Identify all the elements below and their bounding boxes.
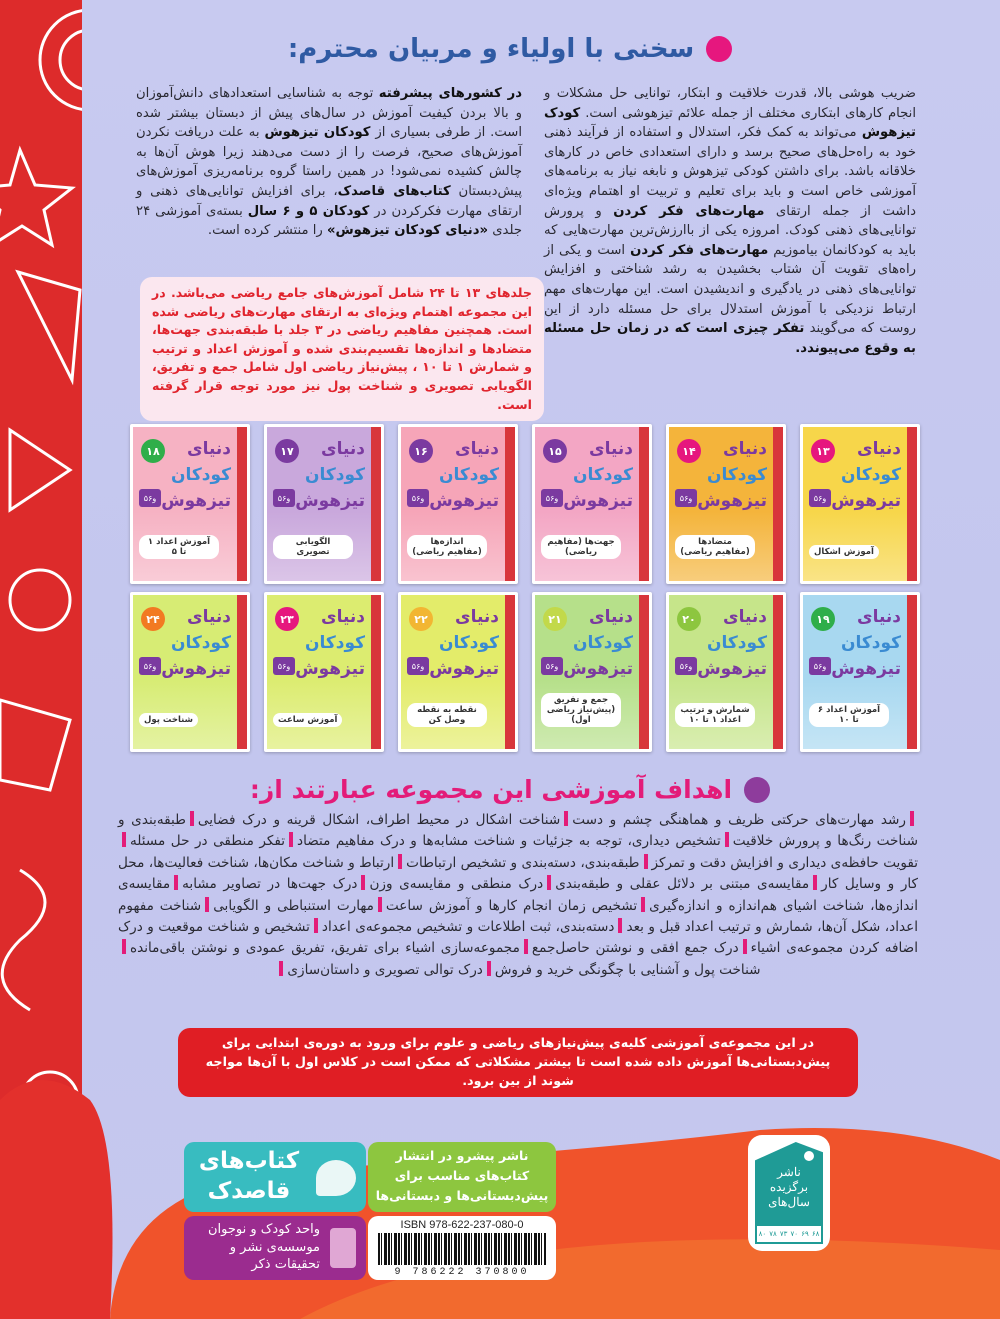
age-badge: ۵و۶ — [407, 657, 429, 675]
volume-number: ۱۴ — [677, 439, 701, 463]
cover-title-2: کودکان — [706, 465, 767, 485]
separator-bar-icon — [547, 875, 551, 890]
book-cover-4 — [264, 424, 384, 584]
volume-number: ۱۵ — [543, 439, 567, 463]
ghasedak-logo-text: کتاب‌های قاصدک — [198, 1148, 300, 1204]
cover-title-3: تیزهوش — [429, 491, 499, 511]
slogan-line: پیش‌دبستانی‌ها و دبستانی‌ها — [375, 1188, 549, 1203]
badge-hole-icon — [804, 1151, 814, 1161]
cover-subtitle: آموزش ساعت — [273, 713, 342, 727]
book-cover-10 — [264, 592, 384, 752]
badge-year: ۶۸ — [811, 1230, 820, 1238]
paragraph-text: به علت دریافت نکردن آموزش‌های صحیح، فرصت را از دست می‌دهند زیرا هوش آن‌ها به چالش کشیده نمی‌شود! در همین راستا گروه برنامه‌ریزی آموزش‌های پیش‌دبستان — [136, 125, 523, 199]
cover-title-3: تیزهوش — [831, 491, 901, 511]
cover-subtitle: جهت‌ها (مفاهیم ریاضی) — [541, 535, 621, 559]
goal-item: تقویت حافظه‌ی دیداری و افزایش دقت و تمرکز — [651, 854, 919, 871]
cover-title-2: کودکان — [170, 633, 231, 653]
book-cover-1 — [666, 424, 786, 584]
bullet-dot-icon — [706, 36, 732, 62]
badge-year: ۷۰ — [790, 1230, 799, 1238]
cover-subtitle: آموزش اشکال — [809, 545, 879, 559]
separator-bar-icon — [398, 854, 402, 869]
cover-title-2: کودکان — [438, 465, 499, 485]
goal-item: تشخیص دیداری، توجه به جزئیات و شناخت مشابه‌ها و درک مفاهیم متضاد — [297, 833, 721, 850]
separator-bar-icon — [813, 875, 817, 890]
separator-bar-icon — [279, 961, 283, 976]
volume-number: ۱۳ — [811, 439, 835, 463]
cover-title-1: دنیای — [588, 607, 633, 627]
book-cover-7 — [666, 592, 786, 752]
goal-item: مقایسه‌ی اندازه‌ها، شناخت اشیای هم‌اندازه و اندازه‌گیری — [118, 876, 918, 914]
cover-band — [505, 595, 515, 749]
goal-item: شناخت پول و آشنایی با چگونگی خرید و فروش — [494, 961, 761, 978]
publisher-slogan — [368, 1142, 556, 1212]
paragraph-text: و پرورش توانایی‌های ذهنی کودک. امروزه یکی از باارزش‌ترین مهارت‌هایی که باید به کودکانمان بیاموزیم — [544, 203, 917, 258]
volume-number: ۱۷ — [275, 439, 299, 463]
separator-bar-icon — [289, 832, 293, 847]
separator-bar-icon — [378, 897, 382, 912]
badge-year: ۷۳ — [779, 1230, 788, 1238]
cover-title-1: دنیای — [320, 607, 365, 627]
volume-number: ۲۲ — [409, 607, 433, 631]
publisher-line: موسسه‌ی نشر و — [229, 1239, 320, 1255]
cover-title-1: دنیای — [186, 607, 231, 627]
separator-bar-icon — [361, 875, 365, 890]
cover-subtitle: اندازه‌ها (مفاهیم ریاضی) — [407, 535, 487, 559]
emphasis-text: کودکان ۵ و ۶ سال — [247, 203, 370, 219]
goals-heading — [240, 775, 780, 804]
age-badge: ۵و۶ — [675, 489, 697, 507]
badge-years — [757, 1226, 821, 1242]
goal-item: طبقه‌بندی، دسته‌بندی و تشخیص ارتباطات — [406, 854, 640, 871]
cover-subtitle: الگویابی تصویری — [273, 535, 353, 559]
paragraph-text: است و یکی از راه‌های تقویت آن شتاب بخشیدن به رشد شناختی و افزایش توانایی‌های ذهنی در یادگیری و اندیشیدن است. این مهارت‌های مهم ارتباط نزدیکی با آموزش استدلال برای حل مسئله دارد از این روست که می‌گویند — [544, 242, 916, 337]
cover-title-3: تیزهوش — [697, 491, 767, 511]
zekr-publisher-logo — [184, 1216, 366, 1280]
emphasis-text: کتاب‌های قاصدک — [337, 183, 451, 199]
goal-item: دسته‌بندی، ثبت اطلاعات و تشخیص مجموعه‌ی اعداد — [321, 919, 615, 936]
goal-item: درک منطقی و مقایسه‌ی وزن — [369, 876, 544, 893]
volume-number: ۲۳ — [275, 607, 299, 631]
cover-title-3: تیزهوش — [295, 491, 365, 511]
cover-band — [371, 595, 381, 749]
emphasis-text: تفکر چیزی است که در زمان حل مسئله به وقوع می‌پیوندد. — [544, 321, 916, 356]
emphasis-text: مهارت‌های فکر کردن — [613, 203, 765, 219]
book-cover-9 — [398, 592, 518, 752]
goal-item: شناخت اشکال در محیط اطراف، اشکال قرینه و درک فضایی — [197, 812, 561, 828]
cover-title-2: کودکان — [572, 633, 633, 653]
book-cover-2 — [532, 424, 652, 584]
paragraph-text: توجه به شناسایی استعدادهای دانش‌آموزان و بالا بردن کیفیت آموزش در سال‌های پیش از دبستان بیشتر شده است. از طرفی بسیاری از — [136, 86, 522, 141]
parents-heading — [230, 34, 790, 64]
cover-title-1: دنیای — [722, 607, 767, 627]
cover-title-2: کودکان — [170, 465, 231, 485]
goal-item: درک جهت‌ها در تصاویر مشابه — [182, 876, 358, 893]
volume-number: ۲۴ — [141, 607, 165, 631]
cover-title-2: کودکان — [706, 633, 767, 653]
paragraph-text: می‌تواند به کمک فکر، استدلال و استفاده از فرآیند ذهنی خود به راه‌حل‌های صحیح برسد و دارای استعدادی خاص در کارهای خلاقانه باشد. برای داشتن کودکی تیزهوش و نابغه نیاز به برنامه‌های آموزشی خاص است و باید برای تعلیم و تربیت او اهتمام ویژه‌ای داشت از جمله ارتقای — [544, 125, 916, 219]
badge-year: ۶۹ — [801, 1230, 809, 1238]
age-badge: ۵و۶ — [809, 657, 831, 675]
publisher-line: تحقیقات ذکر — [251, 1257, 320, 1272]
separator-bar-icon — [564, 811, 568, 826]
bullet-dot-icon — [744, 777, 770, 803]
slogan-line: ناشر پیشرو در انتشار — [395, 1148, 529, 1163]
goal-item: تشخیص زمان انجام کارها و آموزش ساعت — [385, 897, 638, 914]
separator-bar-icon — [644, 854, 648, 869]
volume-number: ۱۸ — [141, 439, 165, 463]
paragraph-text: را منتشر کرده است. — [207, 223, 327, 239]
cover-subtitle: آموزش اعداد ۱ تا ۵ — [139, 535, 219, 559]
cover-title-3: تیزهوش — [429, 659, 499, 679]
goal-item: ارتباط و شناخت مکان‌ها، شناخت فعالیت‌ها، محل کار و وسایل کار — [118, 854, 919, 893]
cover-title-1: دنیای — [856, 607, 901, 627]
cover-title-1: دنیای — [454, 607, 499, 627]
book-cover-11 — [130, 592, 250, 752]
barcode-number: 9 786222 370800 — [394, 1267, 530, 1278]
publisher-line: واحد کودک و نوجوان — [208, 1222, 320, 1237]
cover-band — [237, 427, 247, 581]
cover-title-2: کودکان — [840, 465, 901, 485]
cover-title-3: تیزهوش — [563, 491, 633, 511]
cover-title-3: تیزهوش — [563, 659, 633, 679]
age-badge: ۵و۶ — [809, 489, 831, 507]
cover-title-2: کودکان — [840, 633, 901, 653]
volume-number: ۲۱ — [543, 607, 567, 631]
cover-band — [907, 427, 917, 581]
emphasis-text: کودک تیزهوش — [544, 105, 916, 141]
cover-band — [639, 595, 649, 749]
age-badge: ۵و۶ — [139, 489, 161, 507]
badge-year: ۷۸ — [769, 1230, 777, 1238]
goal-item: مهارت استنباطی و الگویابی — [213, 897, 374, 914]
book-cover-3 — [398, 424, 518, 584]
separator-bar-icon — [122, 832, 126, 847]
cover-title-1: دنیای — [588, 439, 633, 459]
age-badge: ۵و۶ — [273, 489, 295, 507]
book-cover-5 — [130, 424, 250, 584]
isbn-label: ISBN 978-622-237-080-0 — [400, 1219, 524, 1231]
age-badge: ۵و۶ — [541, 657, 563, 675]
separator-bar-icon — [190, 811, 194, 826]
cover-band — [907, 595, 917, 749]
volume-number: ۱۶ — [409, 439, 433, 463]
separator-bar-icon — [122, 939, 126, 954]
zekr-logo-icon — [330, 1228, 356, 1268]
cover-title-3: تیزهوش — [831, 659, 901, 679]
cover-title-1: دنیای — [320, 439, 365, 459]
separator-bar-icon — [205, 897, 209, 912]
age-badge: ۵و۶ — [139, 657, 161, 675]
separator-bar-icon — [487, 961, 491, 976]
emphasis-text: مهارت‌های فکر کردن — [630, 242, 769, 258]
goal-item: رشد مهارت‌های حرکتی ظریف و هماهنگی چشم و دست — [572, 812, 906, 828]
intro-paragraph-left — [136, 84, 522, 241]
emphasis-text: در کشورهای پیشرفته — [378, 86, 522, 101]
separator-bar-icon — [314, 918, 318, 933]
separator-bar-icon — [524, 939, 528, 954]
notice-banner: در این مجموعه‌ی آموزشی کلیه‌ی پیش‌نیازهای ریاضی و علوم برای ورود به دوره‌ی ابتدایی برای پیش‌دبستانی‌ها آموزش داده شده است تا بیشتر مشکلاتی که ممکن است در کلاس اول با آن‌ها مواجه شوند از بین برود. — [178, 1028, 858, 1097]
award-badge — [748, 1135, 830, 1251]
age-badge: ۵و۶ — [407, 489, 429, 507]
cover-band — [505, 427, 515, 581]
isbn-barcode — [368, 1216, 556, 1280]
volume-number: ۱۹ — [811, 607, 835, 631]
barcode-icon — [378, 1233, 546, 1265]
emphasis-text: کودکان تیزهوش — [264, 125, 371, 141]
cover-band — [639, 427, 649, 581]
math-volumes-note: جلدهای ۱۳ تا ۲۴ شامل آموزش‌های جامع ریاضی می‌باشد. در این مجموعه اهتمام ویژه‌ای به ارتقای مهارت‌های ریاضی شده است. همچنین مفاهیم ریاضی در ۳ جلد با طبقه‌بندی جهت‌ها، متضادها و اندازه‌ها تقسیم‌بندی شده و آموزش اعداد و ترتیب و شمارش ۱ تا ۱۰ ، پیش‌نیاز ریاضی اول شامل جمع و تفریق، الگویابی تصویری و شناخت پول نیز مورد توجه قرار گرفته است. — [140, 277, 544, 421]
cover-title-2: کودکان — [304, 465, 365, 485]
badge-year: ۸۰ — [758, 1230, 767, 1238]
cover-subtitle: شمارش و ترتیب اعداد ۱ تا ۱۰ — [675, 703, 755, 727]
goal-item: درک توالی تصویری و داستان‌سازی — [287, 961, 483, 978]
paragraph-text: بسته‌ی آموزشی ۲۴ جلدی — [136, 203, 522, 239]
cover-band — [773, 427, 783, 581]
age-badge: ۵و۶ — [273, 657, 295, 675]
volume-number: ۲۰ — [677, 607, 701, 631]
parents-heading-text: سخنی با اولیاء و مربیان محترم: — [287, 34, 695, 64]
bird-icon — [316, 1160, 356, 1196]
age-badge: ۵و۶ — [541, 489, 563, 507]
separator-bar-icon — [725, 832, 729, 847]
cover-subtitle: متضادها (مفاهیم ریاضی) — [675, 535, 755, 559]
ghasedak-books-logo — [184, 1142, 366, 1212]
goals-heading-text: اهداف آموزشی این مجموعه عبارتند از: — [249, 775, 733, 804]
paragraph-text: ، برای افزایش توانایی‌های ذهنی و ارتقای مهارت فکرکردن در — [136, 183, 522, 219]
goal-item: مجموعه‌سازی اشیاء برای تفریق، تفریق عمودی و نوشتن باقی‌مانده — [130, 940, 520, 957]
separator-bar-icon — [910, 811, 914, 826]
separator-bar-icon — [618, 918, 622, 933]
cover-title-2: کودکان — [438, 633, 499, 653]
separator-bar-icon — [743, 939, 747, 954]
paragraph-text: ضریب هوشی بالا، قدرت خلاقیت و ابتکار، توانایی حل مشکلات و انجام کارهای ابتکاری مختلف از جمله علائم تیزهوشی است. — [544, 86, 916, 121]
cover-title-1: دنیای — [722, 439, 767, 459]
intro-paragraph-right — [544, 84, 916, 358]
cover-title-3: تیزهوش — [161, 659, 231, 679]
goal-item: طبقه‌بندی و شناخت رنگ‌ها و پرورش خلاقیت — [118, 812, 919, 850]
book-cover-6 — [800, 592, 920, 752]
cover-subtitle: نقطه به نقطه وصل کن — [407, 703, 487, 727]
age-badge: ۵و۶ — [675, 657, 697, 675]
emphasis-text: «دنیای کودکان تیزهوش» — [326, 223, 489, 239]
goals-list — [118, 810, 918, 981]
goal-item: درک جمع افقی و نوشتن حاصل‌جمع — [531, 940, 739, 957]
zekr-publisher-text — [194, 1221, 320, 1274]
goal-item: مقایسه‌ی مبتنی بر دلائل عقلی و طبقه‌بندی — [555, 876, 810, 893]
cover-title-3: تیزهوش — [697, 659, 767, 679]
cover-title-1: دنیای — [856, 439, 901, 459]
cover-subtitle: آموزش اعداد ۶ تا ۱۰ — [809, 703, 889, 727]
goal-item: تفکر منطقی در حل مسئله — [130, 833, 286, 850]
book-cover-8 — [532, 592, 652, 752]
cover-title-1: دنیای — [454, 439, 499, 459]
cover-title-2: کودکان — [572, 465, 633, 485]
separator-bar-icon — [174, 875, 178, 890]
cover-band — [371, 427, 381, 581]
separator-bar-icon — [641, 897, 645, 912]
cover-title-2: کودکان — [304, 633, 365, 653]
goal-item: شناخت مفهوم اعداد، شکل آن‌ها، شمارش و ترتیب اعداد قبل و بعد — [118, 897, 919, 936]
cover-title-3: تیزهوش — [161, 491, 231, 511]
slogan-line: کتاب‌های مناسب برای — [394, 1168, 530, 1183]
book-cover-0 — [800, 424, 920, 584]
cover-title-3: تیزهوش — [295, 659, 365, 679]
cover-band — [773, 595, 783, 749]
badge-text: ناشر برگزیده سال‌های — [768, 1165, 810, 1209]
cover-subtitle: جمع و تفریق (پیش‌نیاز ریاضی اول) — [541, 693, 621, 727]
cover-band — [237, 595, 247, 749]
goal-item: تشخیص و شناخت موقعیت و درک اضافه کردن مجموعه‌ی اشیاء — [118, 919, 918, 957]
cover-subtitle: شناخت پول — [139, 713, 198, 727]
cover-title-1: دنیای — [186, 439, 231, 459]
